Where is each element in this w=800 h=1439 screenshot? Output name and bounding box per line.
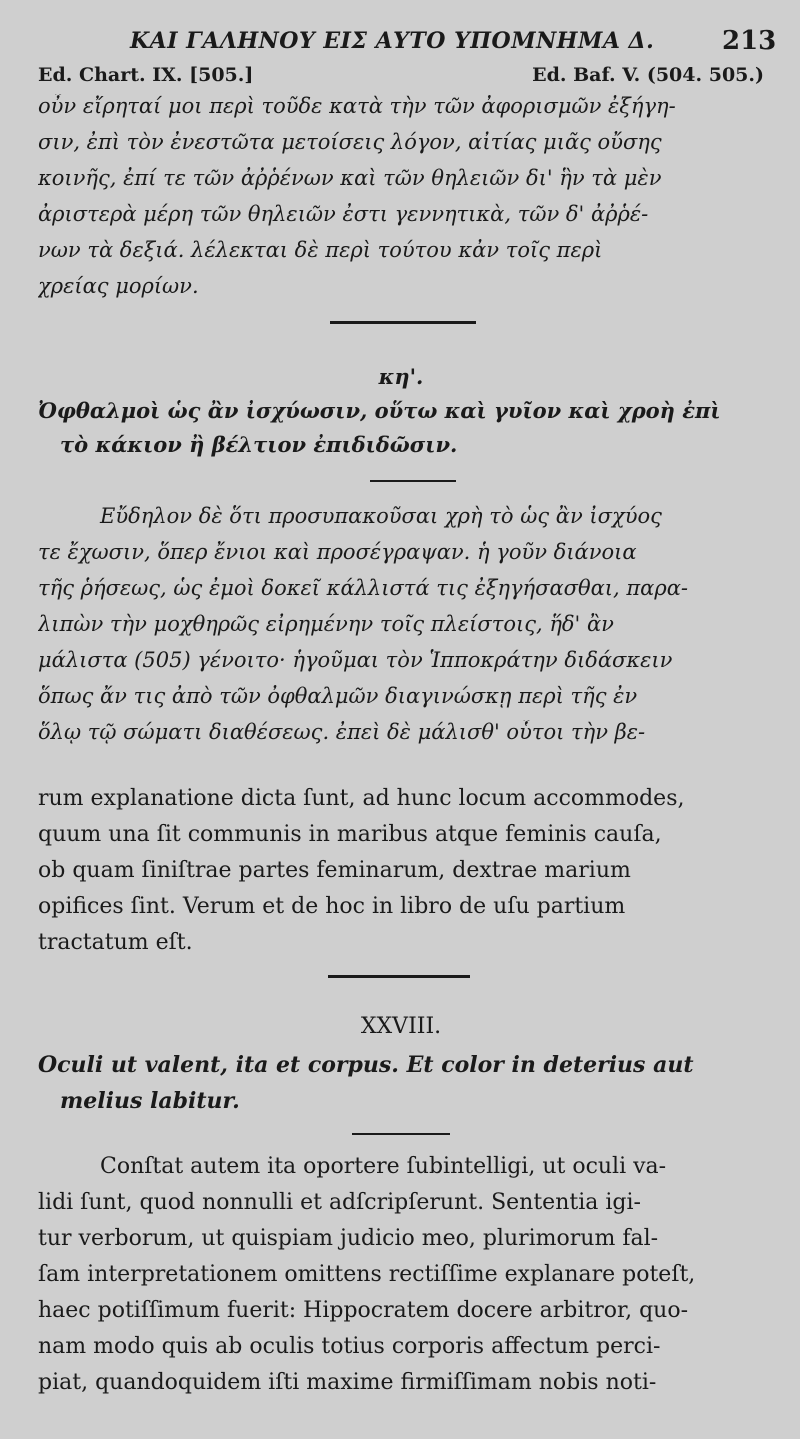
greek-section-number: κη'. (378, 364, 424, 389)
latin-line: ſam interpretationem omittens rectiſſime explanare poteſt, (38, 1262, 696, 1287)
page-number: 213 (722, 26, 777, 56)
page-header (0, 22, 800, 62)
latin-line: piat, quandoquidem iſti maxime firmiſſimam nobis noti- (38, 1370, 657, 1395)
greek-line: τῆς ῥήσεως, ὡς ἐμοὶ δοκεῖ κάλλιστά τις ἐξηγήσασθαι, παρα- (38, 576, 688, 600)
edition-reference (38, 64, 764, 92)
latin-line: nam modo quis ab oculis totius corporis affectum perci- (38, 1334, 661, 1359)
latin-section-number: XXVIII. (360, 1014, 442, 1039)
latin-line: ob quam ſiniſtrae partes feminarum, dextrae marium (38, 858, 631, 883)
greek-line: λιπὼν τὴν μοχθηρῶς εἰρημένην τοῖς πλείστοις, ἥδ' ἂν (38, 612, 614, 636)
greek-line: Εὔδηλον δὲ ὅτι προσυπακοῦσαι χρὴ τὸ ὡς ἂν ἰσχύος (100, 504, 662, 528)
greek-line: οὖν εἴρηταί μοι περὶ τοῦδε κατὰ τὴν τῶν ἀφορισμῶν ἐξήγη- (38, 94, 676, 118)
latin-line: tractatum eſt. (38, 930, 193, 955)
short-divider (352, 1133, 450, 1135)
greek-line: κοινῆς, ἐπί τε τῶν ἀῤῥένων καὶ τῶν θηλειῶν δι' ἣν τὰ μὲν (38, 166, 662, 190)
latin-aphorism-line: melius labitur. (60, 1088, 240, 1114)
greek-line: ἀριστερὰ μέρη τῶν θηλειῶν ἐστι γεννητικὰ, τῶν δ' ἀῤῥέ- (38, 202, 649, 226)
latin-line: tur verborum, ut quispiam judicio meo, plurimorum fal- (38, 1226, 659, 1251)
greek-line: τε ἔχωσιν, ὅπερ ἔνιοι καὶ προσέγραψαν. ἡ γοῦν διάνοια (38, 540, 637, 564)
greek-line: μάλιστα (505) γένοιτο· ἡγοῦμαι τὸν Ἱπποκράτην διδάσκειν (38, 648, 673, 672)
latin-aphorism-line: Oculi ut valent, ita et corpus. Et color in deterius aut (38, 1052, 694, 1078)
latin-line: Conſtat autem ita oportere ſubintelligi, ut oculi va- (100, 1154, 667, 1179)
running-title: ΚΑΙ ΓΑΛΗΝΟΥ ΕΙΣ ΑΥΤΟ ΥΠΟΜΝΗΜΑ Δ. (130, 28, 655, 54)
edition-chartier: Ed. Chart. IX. [505.] (38, 64, 254, 86)
latin-line: quum una ſit communis in maribus atque feminis cauſa, (38, 822, 662, 847)
greek-line: ὅπως ἄν τις ἀπὸ τῶν ὀφθαλμῶν διαγινώσκῃ περὶ τῆς ἐν (38, 684, 638, 708)
latin-line: rum explanatione dicta ſunt, ad hunc locum accommodes, (38, 786, 685, 811)
greek-aphorism-line: τὸ κάκιον ἢ βέλτιον ἐπιδιδῶσιν. (60, 432, 458, 457)
greek-line: νων τὰ δεξιά. λέλεκται δὲ περὶ τούτου κἀν τοῖς περὶ (38, 238, 603, 262)
greek-aphorism-line: Ὀφθαλμοὶ ὡς ἂν ἰσχύωσιν, οὕτω καὶ γυῖον καὶ χροὴ ἐπὶ (38, 398, 721, 423)
short-divider (370, 480, 456, 482)
greek-line: ὅλῳ τῷ σώματι διαθέσεως. ἐπεὶ δὲ μάλισθ' οὗτοι τὴν βε- (38, 720, 646, 744)
greek-line: σιν, ἐπὶ τὸν ἐνεστῶτα μετοίσεις λόγον, αἰτίας μιᾶς οὔσης (38, 130, 662, 154)
section-divider (328, 975, 470, 978)
latin-line: opifices ſint. Verum et de hoc in libro de uſu partium (38, 894, 626, 919)
latin-line: lidi ſunt, quod nonnulli et adſcripſerunt. Sententia igi- (38, 1190, 641, 1215)
section-divider (330, 321, 476, 324)
greek-line: χρείας μορίων. (38, 274, 199, 298)
latin-line: haec potiſſimum fuerit: Hippocratem docere arbitror, quo- (38, 1298, 689, 1323)
edition-basel: Ed. Baf. V. (504. 505.) (532, 64, 764, 86)
